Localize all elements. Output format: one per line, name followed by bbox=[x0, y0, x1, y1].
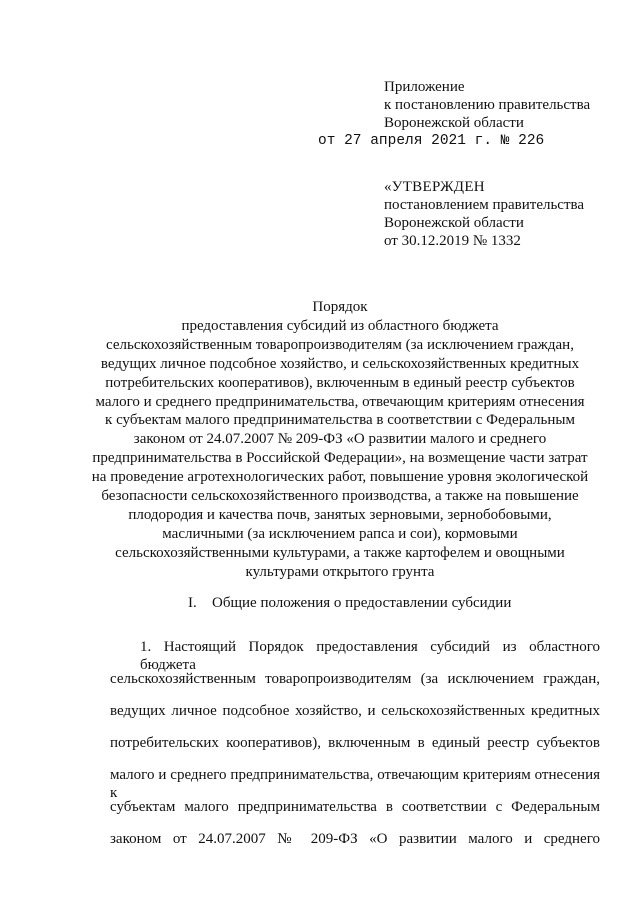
paragraph-line: сельскохозяйственным товаропроизводителям (за исключением граждан, bbox=[110, 671, 600, 687]
title-line: к субъектам малого предпринимательства в соответствии с Федеральным bbox=[105, 412, 575, 429]
title-line: потребительских кооперативов), включенным в единый реестр субъектов bbox=[105, 374, 575, 391]
paragraph-line: потребительских кооперативов), включенным в единый реестр субъектов bbox=[110, 735, 600, 751]
title-line: безопасности сельскохозяйственного производства, а также на повышение bbox=[101, 488, 579, 505]
appendix-date-line: от 27 апреля 2021 г. № 226 bbox=[318, 133, 545, 149]
appendix-region-line: Воронежской области bbox=[384, 115, 524, 131]
title-line: на проведение агротехнологических работ, повышение уровня экологической bbox=[91, 469, 589, 486]
appendix-title: Приложение bbox=[384, 79, 465, 95]
paragraph-line: 1. Настоящий Порядок предоставления субсидий из областного бюджета bbox=[140, 639, 600, 673]
appendix-ref-line: к постановлению правительства bbox=[384, 97, 591, 113]
paragraph-line: малого и среднего предпринимательства, отвечающим критериям отнесения к bbox=[110, 767, 600, 801]
title-line: сельскохозяйственными культурами, а также картофелем и овощными bbox=[115, 544, 565, 561]
approved-title: «УТВЕРЖДЕН bbox=[384, 179, 485, 195]
title-line: ведущих личное подсобное хозяйство, и сельскохозяйственных кредитных bbox=[100, 355, 580, 372]
section-number: I. bbox=[188, 595, 197, 611]
title-line: сельскохозяйственным товаропроизводителям (за исключением граждан, bbox=[106, 336, 574, 353]
document-heading: Порядок bbox=[312, 299, 368, 315]
paragraph-line: законом от 24.07.2007 № 209-ФЗ «О развитии малого и среднего bbox=[110, 831, 600, 847]
title-line: предпринимательства в Российской Федерации», на возмещение части затрат bbox=[92, 450, 588, 467]
title-line: малого и среднего предпринимательства, отвечающим критериям отнесения bbox=[95, 393, 585, 410]
paragraph-line: ведущих личное подсобное хозяйство, и сельскохозяйственных кредитных bbox=[110, 703, 600, 719]
document-title-block bbox=[60, 298, 620, 582]
approved-date-line: от 30.12.2019 № 1332 bbox=[384, 233, 521, 249]
paragraph-line: субъектам малого предпринимательства в соответствии с Федеральным bbox=[110, 799, 600, 815]
title-line: масличными (за исключением рапса и сои), кормовыми bbox=[162, 525, 518, 542]
approved-region-line: Воронежской области bbox=[384, 215, 524, 231]
title-line: предоставления субсидий из областного бюджета bbox=[181, 317, 499, 334]
approved-by-line: постановлением правительства bbox=[384, 197, 585, 213]
section-title: Общие положения о предоставлении субсидии bbox=[212, 595, 512, 611]
title-line: законом от 24.07.2007 № 209-ФЗ «О развитии малого и среднего bbox=[133, 431, 547, 448]
title-line: культурами открытого грунта bbox=[245, 563, 435, 580]
title-line: плодородия и качества почв, занятых зерновыми, зернобобовыми, bbox=[128, 506, 552, 523]
